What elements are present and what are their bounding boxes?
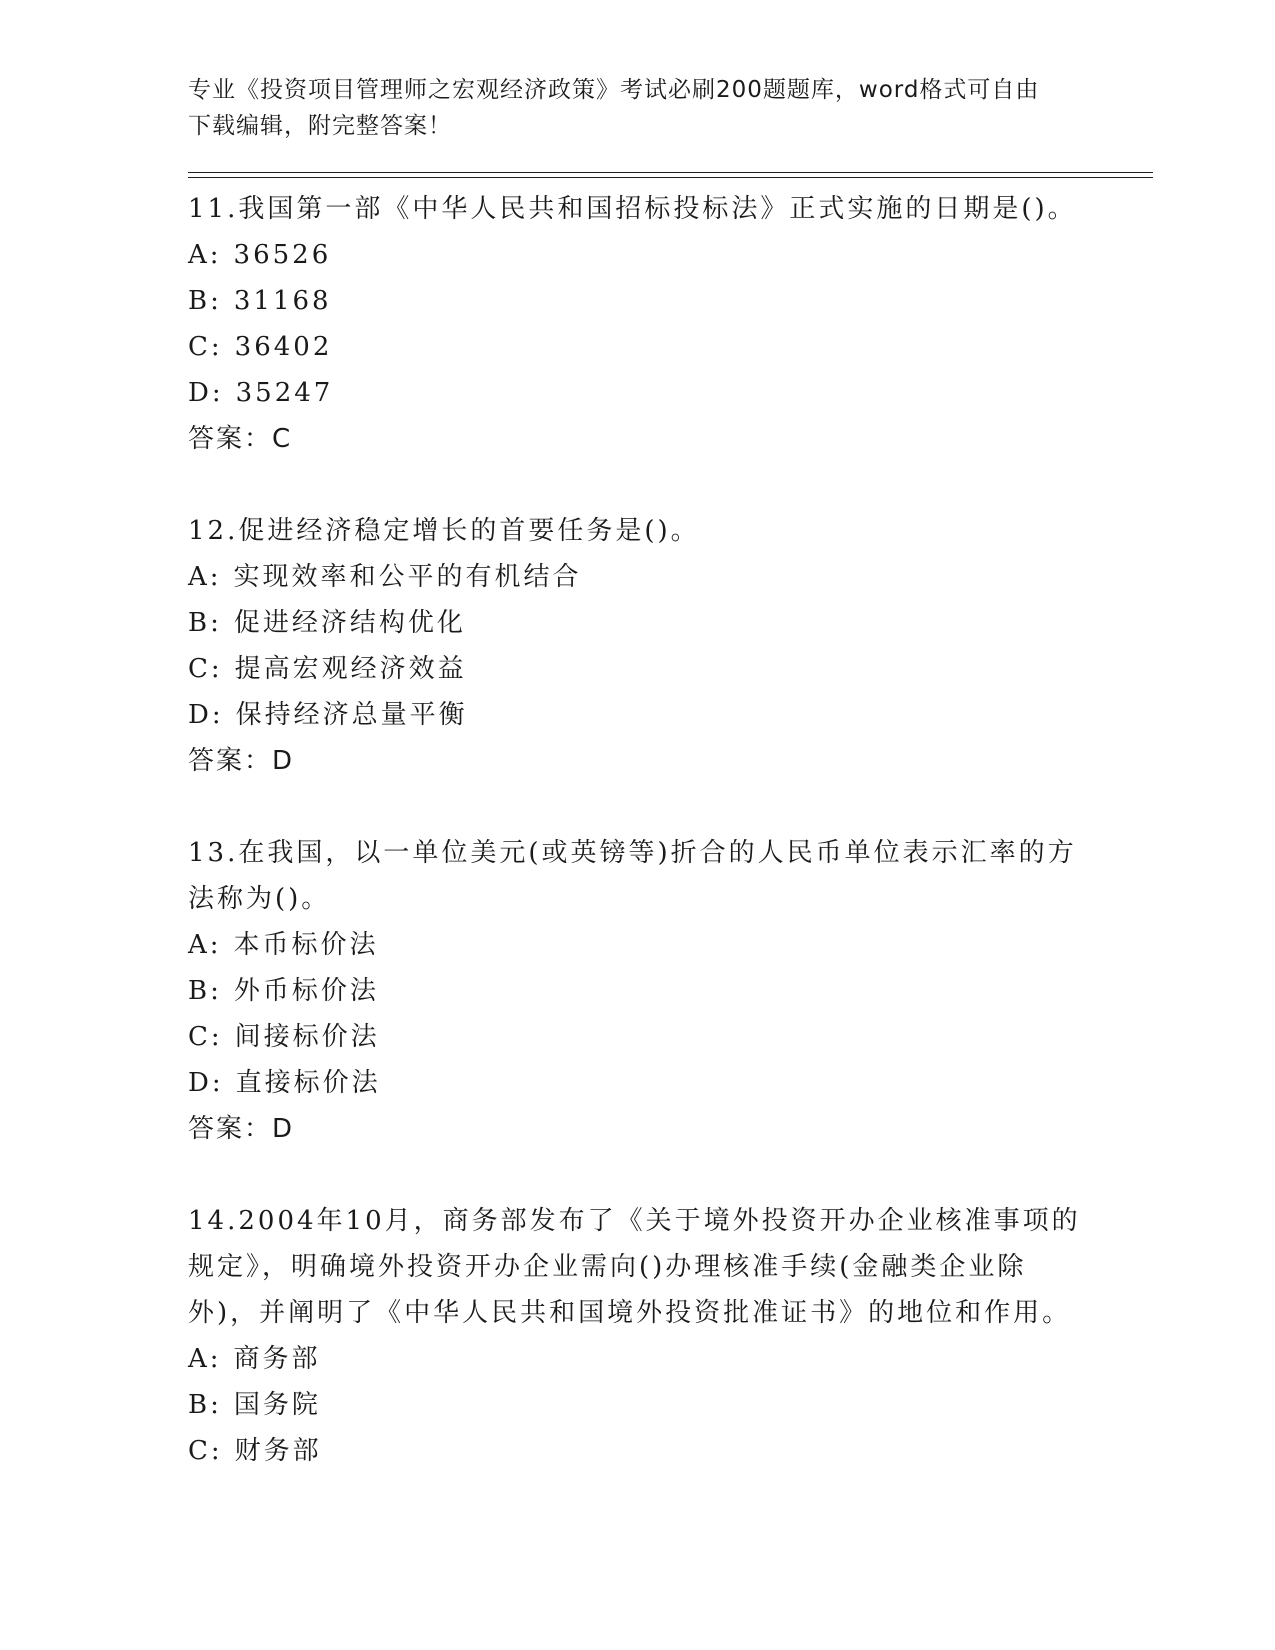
option-c [188, 1014, 1088, 1060]
question-item [188, 1198, 1088, 1474]
question-text [188, 1198, 1088, 1336]
option-letter: C [188, 1436, 211, 1466]
option-c [188, 324, 1088, 370]
option-text: 36526 [233, 240, 332, 270]
option-separator: : [210, 654, 223, 684]
option-c [188, 1428, 1088, 1474]
option-separator: : [209, 930, 222, 960]
option-b [188, 600, 1088, 646]
option-separator: : [210, 608, 222, 638]
option-letter: D [188, 1068, 212, 1098]
option-letter: C [188, 332, 211, 362]
option-d [188, 692, 1088, 738]
option-text: 促进经济结构优化 [233, 608, 466, 638]
option-separator: : [210, 286, 222, 316]
option-b [188, 278, 1088, 324]
option-letter: A [188, 562, 210, 592]
option-letter: B [188, 976, 211, 1006]
question-body: 我国第一部《中华人民共和国招标投标法》正式实施的日期是()。 [238, 194, 1077, 224]
option-text: 实现效率和公平的有机结合 [233, 562, 582, 592]
option-separator: : [211, 1068, 224, 1098]
question-number: 12. [188, 516, 239, 546]
option-d [188, 370, 1088, 416]
option-separator: : [210, 976, 222, 1006]
option-a [188, 922, 1088, 968]
answer-line: 答案：D [188, 746, 295, 776]
question-list [188, 186, 1088, 1520]
option-a [188, 554, 1088, 600]
header-divider-bottom [188, 177, 1153, 178]
option-separator: : [209, 240, 222, 270]
option-text: 保持经济总量平衡 [235, 700, 468, 730]
document-header [188, 72, 1088, 144]
question-text [188, 830, 1088, 922]
option-separator: : [210, 1436, 223, 1466]
question-text [188, 186, 1088, 232]
option-text: 31168 [233, 286, 332, 316]
option-separator: : [211, 378, 224, 408]
option-letter: A [188, 240, 210, 270]
option-separator: : [211, 700, 224, 730]
question-text [188, 508, 1088, 554]
option-letter: A [188, 1344, 210, 1374]
question-body: 在我国，以一单位美元(或英镑等)折合的人民币单位表示汇率的方法称为()。 [188, 838, 1077, 914]
option-letter: C [188, 1022, 211, 1052]
header-line-1: 专业《投资项目管理师之宏观经济政策》考试必刷200题题库，word格式可自由 [188, 77, 1040, 103]
question-item [188, 508, 1088, 784]
option-text: 间接标价法 [234, 1022, 380, 1052]
answer-line: 答案：D [188, 1114, 295, 1144]
option-d [188, 1060, 1088, 1106]
option-text: 财务部 [234, 1436, 322, 1466]
question-number: 13. [188, 838, 239, 868]
option-text: 国务院 [233, 1390, 321, 1420]
option-text: 提高宏观经济效益 [234, 654, 467, 684]
option-separator: : [210, 332, 223, 362]
option-letter: B [188, 286, 211, 316]
option-text: 36402 [234, 332, 333, 362]
header-divider-top [188, 172, 1153, 173]
option-text: 直接标价法 [235, 1068, 381, 1098]
option-letter: D [188, 700, 212, 730]
option-b [188, 1382, 1088, 1428]
option-separator: : [210, 1390, 222, 1420]
header-line-2: 下载编辑，附完整答案！ [188, 113, 452, 139]
option-text: 商务部 [233, 1344, 321, 1374]
question-number: 14. [188, 1206, 239, 1236]
answer-line: 答案：C [188, 424, 293, 454]
option-b [188, 968, 1088, 1014]
question-body: 促进经济稳定增长的首要任务是()。 [238, 516, 700, 546]
option-text: 外币标价法 [233, 976, 379, 1006]
option-letter: B [188, 1390, 211, 1420]
option-text: 本币标价法 [233, 930, 379, 960]
option-separator: : [210, 1022, 223, 1052]
option-separator: : [209, 1344, 222, 1374]
option-letter: D [188, 378, 212, 408]
option-c [188, 646, 1088, 692]
question-number: 11. [188, 194, 239, 224]
question-body: 2004年10月，商务部发布了《关于境外投资开办企业核准事项的规定》，明确境外投资开办企业需向()办理核准手续(金融类企业除外)，并阐明了《中华人民共和国境外投资批准证书》的地位和作用。 [188, 1206, 1081, 1328]
option-a [188, 1336, 1088, 1382]
option-text: 35247 [235, 378, 334, 408]
question-item [188, 830, 1088, 1152]
option-letter: C [188, 654, 211, 684]
option-letter: A [188, 930, 210, 960]
option-separator: : [209, 562, 222, 592]
question-item [188, 186, 1088, 462]
option-letter: B [188, 608, 211, 638]
option-a [188, 232, 1088, 278]
